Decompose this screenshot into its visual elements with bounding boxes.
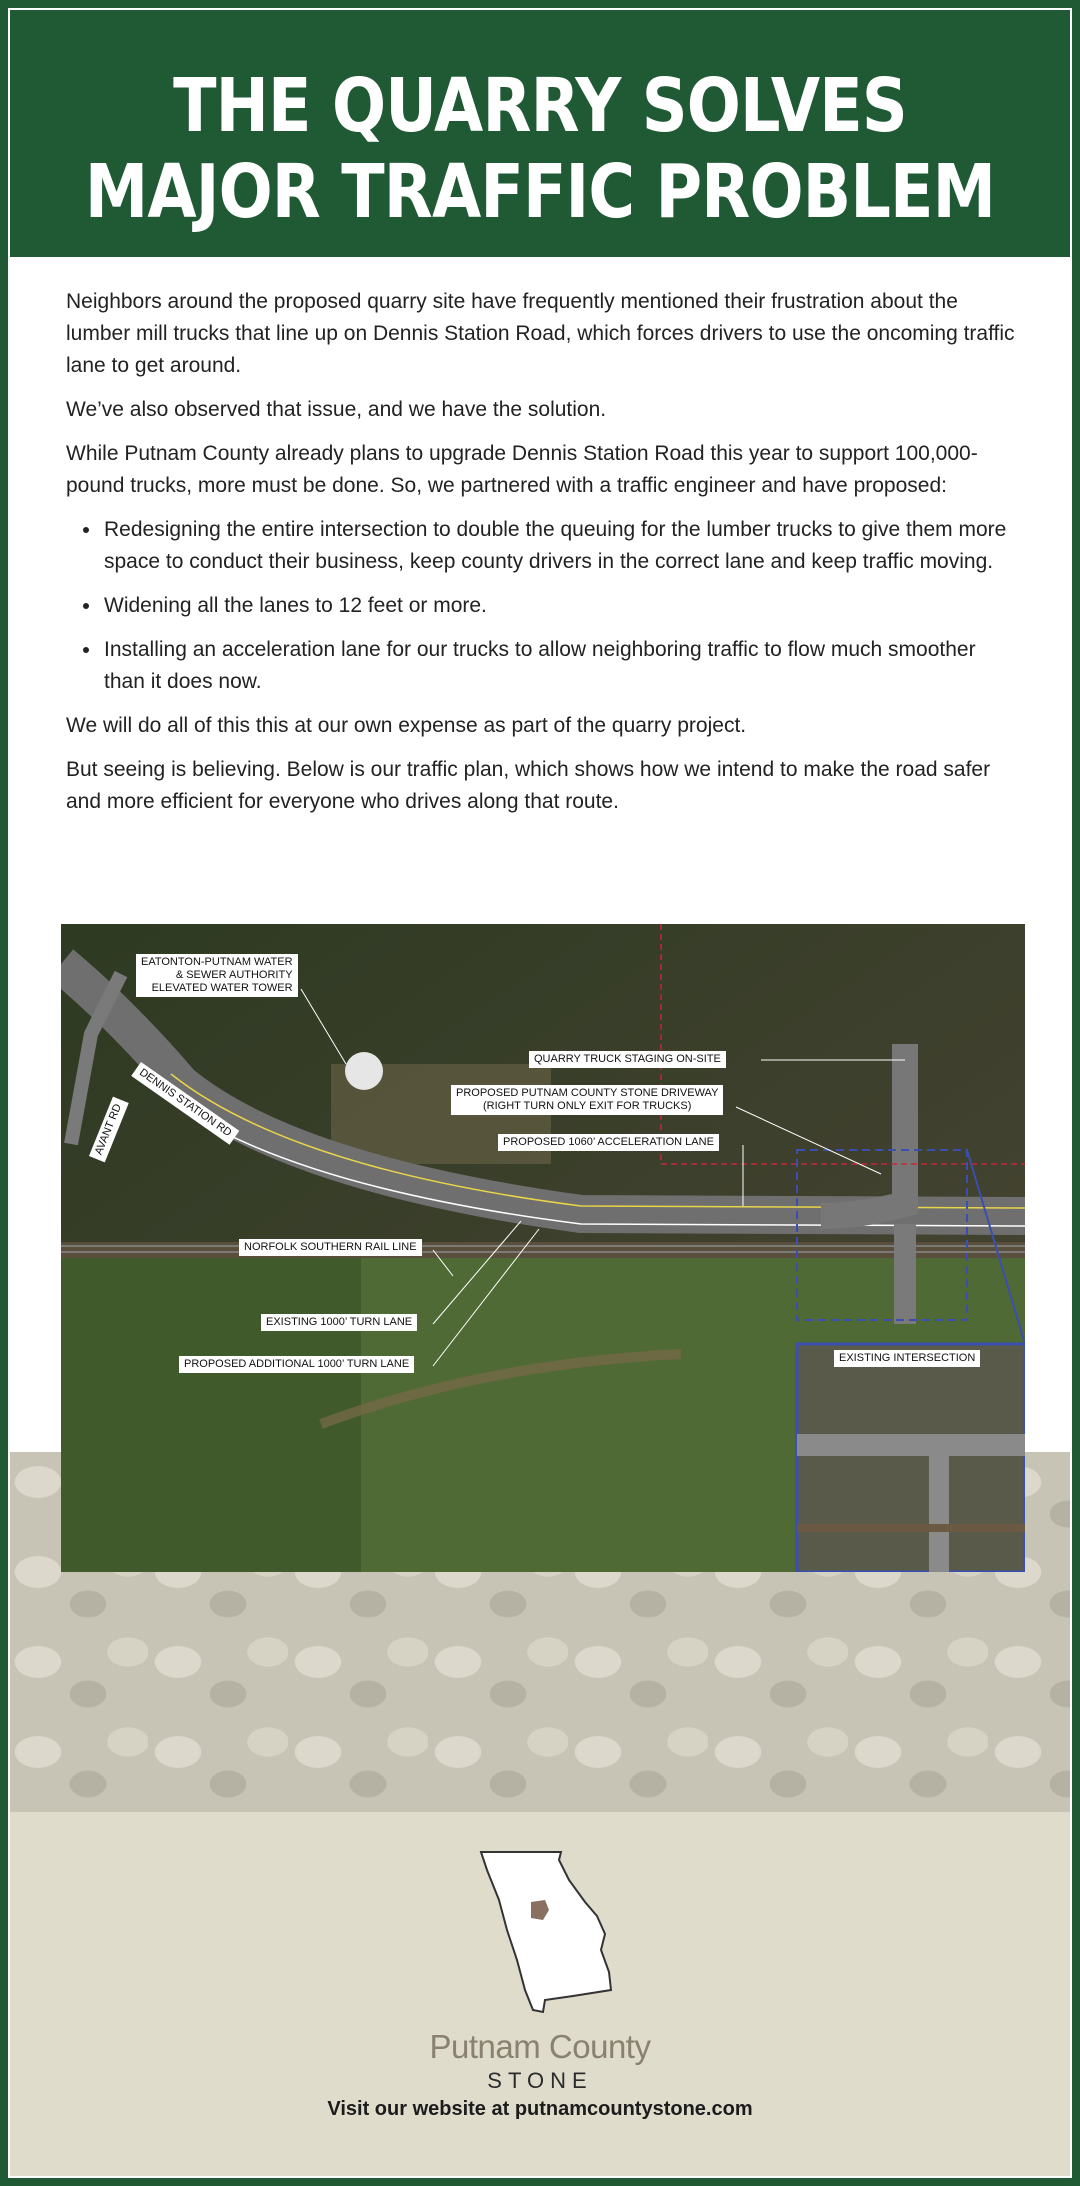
label-existing-intersection: EXISTING INTERSECTION (834, 1350, 980, 1367)
label-rail-line: NORFOLK SOUTHERN RAIL LINE (239, 1239, 422, 1256)
label-proposed-turn-lane: PROPOSED ADDITIONAL 1000’ TURN LANE (179, 1356, 414, 1373)
label-dennis-station-rd: DENNIS STATION RD (131, 1062, 239, 1145)
proposal-item-3: • Installing an acceleration lane for our trucks to allow neighboring traffic to flow much smoother than it does now. (102, 634, 1016, 698)
header-banner (8, 8, 1072, 257)
paragraph-2: We’ve also observed that issue, and we have the solution. (66, 398, 607, 421)
paragraph-4: We will do all of this this at our own expense as part of the quarry project. (66, 714, 747, 737)
website-link[interactable]: Visit our website at putnamcountystone.com (327, 2098, 753, 2120)
proposal-item-1: • Redesigning the entire intersection to double the queuing for the lumber trucks to give them more space to conduct their business, keep county drivers in the correct lane and keep traffic moving. (102, 514, 1016, 578)
water-tower-icon (345, 1052, 383, 1090)
label-acceleration-lane: PROPOSED 1060’ ACCELERATION LANE (498, 1134, 719, 1151)
label-proposed-driveway: PROPOSED PUTNAM COUNTY STONE DRIVEWAY (RIGHT TURN ONLY EXIT FOR TRUCKS) (451, 1085, 723, 1115)
paragraph-1: Neighbors around the proposed quarry site have frequently mentioned their frustration about the lumber mill trucks that line up on Dennis Station Road, which forces drivers to use the oncoming traffic lane to get around. (66, 290, 1015, 377)
label-water-tower: EATONTON-PUTNAM WATER & SEWER AUTHORITY ELEVATED WATER TOWER (136, 954, 298, 997)
rail-corridor (61, 1242, 1025, 1258)
page-title (82, 8, 997, 235)
label-truck-staging: QUARRY TRUCK STAGING ON-SITE (529, 1051, 726, 1068)
footer (8, 1812, 1072, 2178)
title-line-1: THE QUARRY SOLVES (173, 63, 907, 149)
article-body (66, 286, 1016, 830)
georgia-map-icon (473, 1850, 623, 2015)
brand-name: Putnam County (429, 2028, 651, 2065)
paragraph-3: While Putnam County already plans to upgrade Dennis Station Road this year to support 100,000-pound trucks, more must be done. So, we partnered with a traffic engineer and have proposed: (66, 442, 978, 497)
brand-subtitle: STONE (487, 2068, 593, 2093)
label-existing-turn-lane: EXISTING 1000’ TURN LANE (261, 1314, 417, 1331)
proposal-list (66, 514, 1016, 698)
proposal-item-2: • Widening all the lanes to 12 feet or more. (102, 590, 1016, 622)
paragraph-5: But seeing is believing. Below is our traffic plan, which shows how we intend to make the road safer and more efficient for everyone who drives along that route. (66, 758, 991, 813)
label-avant-rd: AVANT RD (89, 1097, 129, 1163)
aerial-map-graphic (61, 924, 1025, 1572)
traffic-plan-map (61, 924, 1025, 1572)
existing-intersection-inset (797, 1344, 1025, 1572)
title-line-2: MAJOR TRAFFIC PROBLEM (84, 149, 996, 235)
